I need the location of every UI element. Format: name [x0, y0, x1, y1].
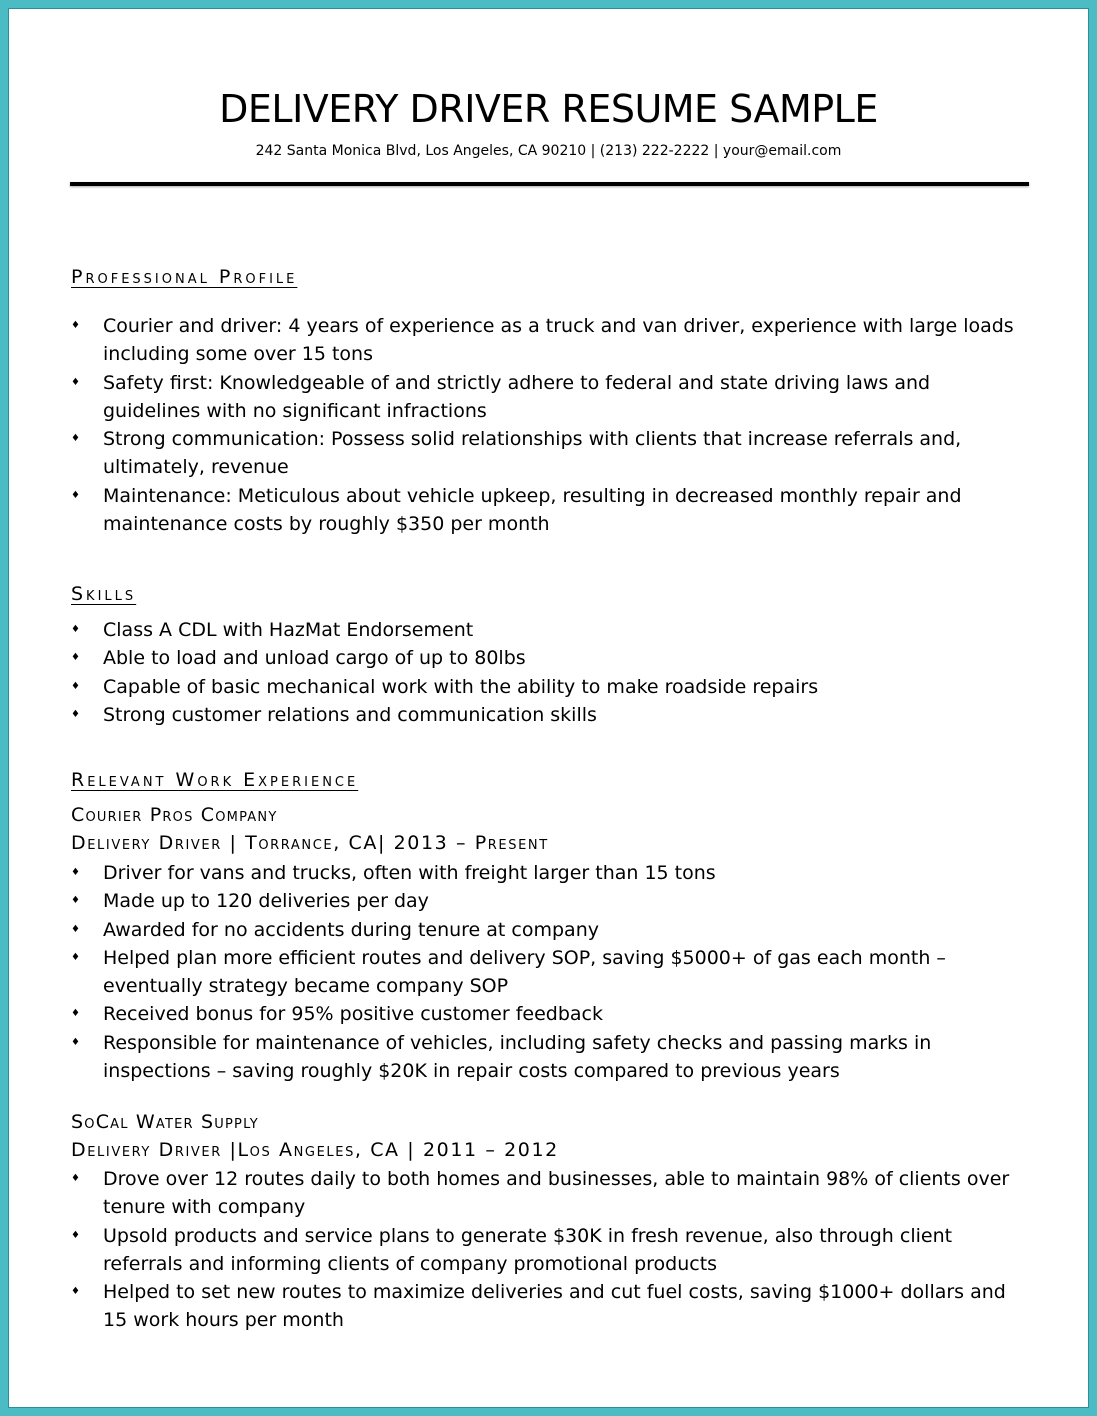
list-item: ♦ Able to load and unload cargo of up to 80lbs — [71, 644, 1031, 672]
job-role-line: Delivery Driver |Los Angeles, CA | 2011 – 2012 — [71, 1139, 559, 1161]
profile-item-lead: Maintenance — [103, 484, 226, 507]
list-item — [71, 312, 1031, 369]
list-item: ♦ Driver for vans and trucks, often with freight larger than 15 tons — [71, 859, 1031, 887]
list-item: ♦ Responsible for maintenance of vehicles, including safety checks and passing marks in inspections – saving roughly $20K in repair costs compared to previous years — [71, 1029, 1031, 1086]
list-item: ♦ Strong customer relations and communication skills — [71, 701, 1031, 729]
list-item: ♦ Capable of basic mechanical work with the ability to make roadside repairs — [71, 673, 1031, 701]
job-role-line: Delivery Driver | Torrance, CA| 2013 – Present — [71, 832, 549, 854]
skills-heading: Skills — [71, 583, 137, 605]
job-bullets — [71, 1165, 1031, 1335]
list-item: ♦ Awarded for no accidents during tenure at company — [71, 916, 1031, 944]
list-item — [71, 482, 1031, 539]
resume-title: DELIVERY DRIVER RESUME SAMPLE — [219, 87, 878, 131]
list-item: ♦ Received bonus for 95% positive customer feedback — [71, 1000, 1031, 1028]
list-item: ♦ Helped plan more efficient routes and delivery SOP, saving $5000+ of gas each month – eventually strategy became company SOP — [71, 944, 1031, 1001]
job-bullets — [71, 859, 1031, 1085]
profile-list — [71, 312, 1031, 538]
list-item: ♦ Helped to set new routes to maximize deliveries and cut fuel costs, saving $1000+ dollars and 15 work hours per month — [71, 1278, 1031, 1335]
profile-item-lead: Safety first — [103, 371, 207, 394]
profile-item-text: : Knowledgeable of and strictly adhere to federal and state driving laws and guidelines with no significant infractions — [103, 371, 931, 422]
profile-item-text: : Possess solid relationships with clients that increase referrals and, ultimately, revenue — [103, 428, 962, 479]
list-item: ♦ Class A CDL with HazMat Endorsement — [71, 616, 1031, 644]
profile-item-lead: Strong communication — [103, 428, 319, 451]
company-name: Courier Pros Company — [71, 804, 278, 826]
list-item — [71, 369, 1031, 426]
list-item: ♦ Made up to 120 deliveries per day — [71, 887, 1031, 915]
resume-page — [8, 8, 1089, 1408]
header-divider — [70, 182, 1029, 186]
company-name: SoCal Water Supply — [71, 1111, 259, 1133]
list-item: ♦ Drove over 12 routes daily to both homes and businesses, able to maintain 98% of clients over tenure with company — [71, 1165, 1031, 1222]
contact-line: 242 Santa Monica Blvd, Los Angeles, CA 90210 | (213) 222-2222 | your@email.com — [255, 143, 842, 159]
profile-heading: Professional Profile — [71, 266, 298, 288]
list-item — [71, 425, 1031, 482]
skills-list — [71, 616, 1031, 729]
profile-item-text: : Meticulous about vehicle upkeep, resulting in decreased monthly repair and maintenance costs by roughly $350 per month — [103, 484, 962, 536]
profile-item-lead: Courier and driver — [103, 315, 276, 337]
list-item: ♦ Upsold products and service plans to generate $30K in fresh revenue, also through client referrals and informing clients of company promotional products — [71, 1222, 1031, 1279]
profile-item-text: : 4 years of experience as a truck and van driver, experience with large loads including some over 15 tons — [103, 315, 1014, 366]
experience-heading: Relevant Work Experience — [71, 769, 359, 791]
